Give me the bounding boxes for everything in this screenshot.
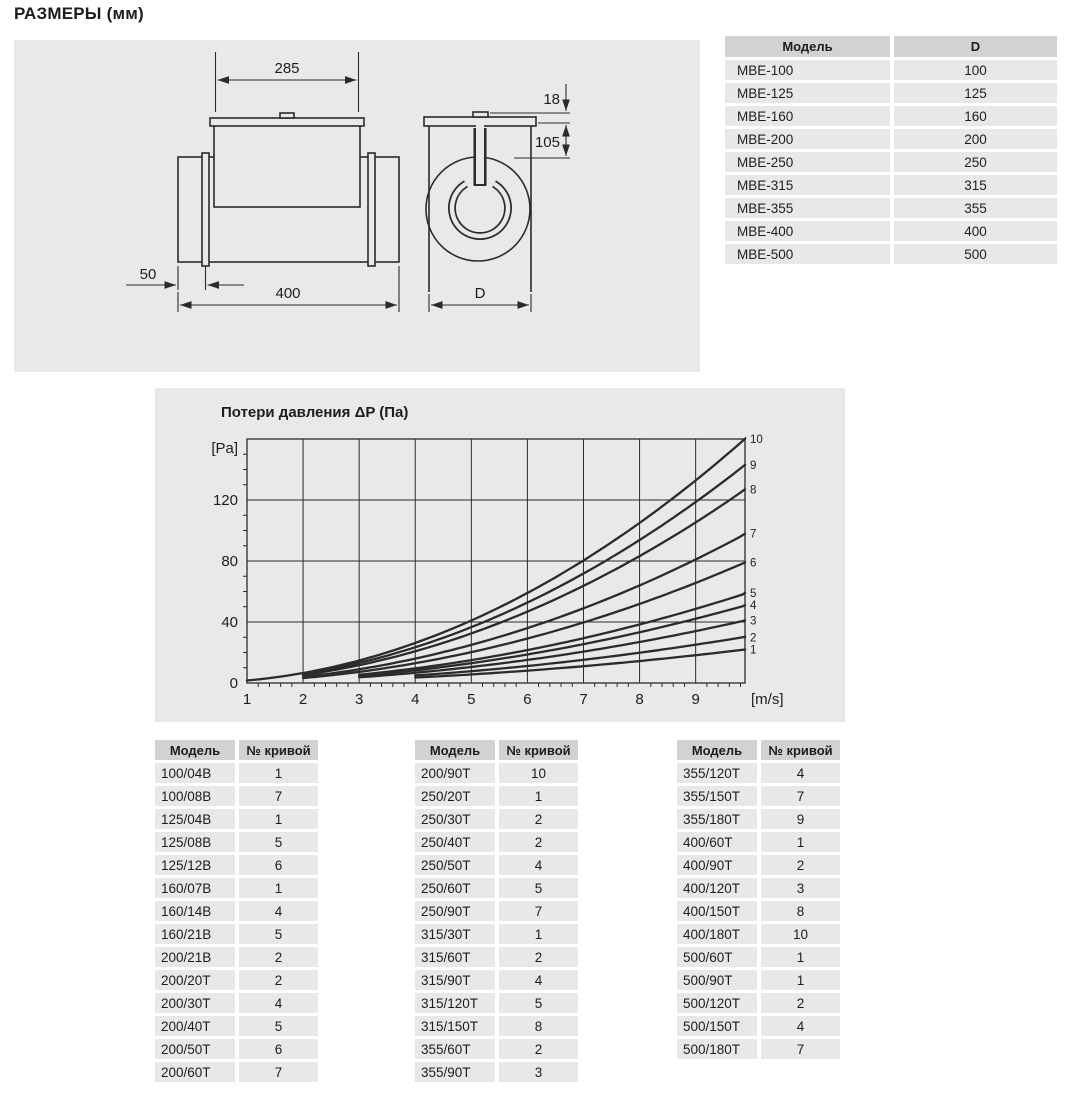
x-tick-label: 9	[691, 691, 700, 708]
column-header: № кривой	[239, 740, 318, 760]
model-cell: 200/60T	[155, 1062, 235, 1082]
value-cell: 3	[499, 1062, 578, 1082]
model-cell: 500/120T	[677, 993, 757, 1013]
model-cell: 500/90T	[677, 970, 757, 990]
value-cell: 250	[894, 152, 1057, 172]
pressure-curve-4	[359, 605, 745, 676]
model-cell: 355/180T	[677, 809, 757, 829]
dim-overhang: 50	[139, 266, 157, 283]
value-cell: 2	[499, 947, 578, 967]
value-cell: 125	[894, 83, 1057, 103]
curve-label-1: 1	[750, 644, 757, 657]
value-cell: 8	[761, 901, 840, 921]
value-cell: 7	[499, 901, 578, 921]
model-cell: 200/90T	[415, 763, 495, 783]
x-tick-label: 7	[579, 691, 588, 708]
value-cell: 5	[239, 1016, 318, 1036]
value-cell: 2	[761, 993, 840, 1013]
value-cell: 8	[499, 1016, 578, 1036]
x-tick-label: 8	[635, 691, 644, 708]
model-cell: 250/20T	[415, 786, 495, 806]
value-cell: 1	[239, 809, 318, 829]
curve-label-4: 4	[750, 600, 757, 613]
model-cell: 125/08B	[155, 832, 235, 852]
model-cell: МВЕ-250	[725, 152, 890, 172]
model-cell: 400/90T	[677, 855, 757, 875]
value-cell: 4	[761, 1016, 840, 1036]
dim-diameter: D	[474, 285, 486, 302]
model-cell: 355/120T	[677, 763, 757, 783]
value-cell: 1	[239, 878, 318, 898]
model-cell: 200/50T	[155, 1039, 235, 1059]
page-title: РАЗМЕРЫ (мм)	[14, 4, 144, 23]
model-cell: 315/120T	[415, 993, 495, 1013]
y-tick-label: 120	[212, 492, 238, 509]
model-cell: 250/50T	[415, 855, 495, 875]
model-cell: 355/150T	[677, 786, 757, 806]
value-cell: 2	[239, 947, 318, 967]
model-cell: 400/180T	[677, 924, 757, 944]
value-cell: 7	[761, 1039, 840, 1059]
value-cell: 100	[894, 60, 1057, 80]
value-cell: 1	[239, 763, 318, 783]
value-cell: 5	[239, 924, 318, 944]
value-cell: 2	[499, 809, 578, 829]
curve-label-9: 9	[750, 459, 757, 472]
value-cell: 10	[499, 763, 578, 783]
y-axis-unit-label: [Pa]	[211, 440, 238, 457]
model-cell: 315/150T	[415, 1016, 495, 1036]
value-cell: 4	[499, 855, 578, 875]
value-cell: 5	[499, 993, 578, 1013]
model-cell: 500/180T	[677, 1039, 757, 1059]
model-cell: 100/04B	[155, 763, 235, 783]
value-cell: 355	[894, 198, 1057, 218]
value-cell: 160	[894, 106, 1057, 126]
model-diameter-table	[725, 36, 1057, 264]
model-cell: МВЕ-160	[725, 106, 890, 126]
model-cell: 400/120T	[677, 878, 757, 898]
value-cell: 2	[761, 855, 840, 875]
model-cell: 160/07B	[155, 878, 235, 898]
curve-table-1	[155, 740, 318, 1082]
model-cell: 250/40T	[415, 832, 495, 852]
model-cell: 200/30T	[155, 993, 235, 1013]
value-cell: 6	[239, 1039, 318, 1059]
y-tick-label: 40	[221, 614, 238, 631]
value-cell: 315	[894, 175, 1057, 195]
x-tick-label: 5	[467, 691, 476, 708]
model-cell: МВЕ-125	[725, 83, 890, 103]
value-cell: 7	[761, 786, 840, 806]
value-cell: 7	[239, 786, 318, 806]
value-cell: 2	[239, 970, 318, 990]
model-cell: 100/08B	[155, 786, 235, 806]
dim-length: 400	[275, 285, 301, 302]
curve-label-6: 6	[750, 557, 757, 570]
value-cell: 4	[239, 901, 318, 921]
dimensions-drawing-panel	[14, 40, 700, 372]
column-header: Модель	[415, 740, 495, 760]
model-cell: 315/30T	[415, 924, 495, 944]
model-cell: МВЕ-200	[725, 129, 890, 149]
value-cell: 7	[239, 1062, 318, 1082]
model-cell: 315/90T	[415, 970, 495, 990]
value-cell: 2	[499, 832, 578, 852]
lid-nub	[280, 113, 294, 118]
model-cell: 355/90T	[415, 1062, 495, 1082]
pressure-loss-chart-panel	[155, 388, 845, 722]
chart-title: Потери давления ΔP (Па)	[221, 404, 409, 421]
end-view-nub	[473, 112, 488, 117]
model-cell: 500/150T	[677, 1016, 757, 1036]
y-tick-label: 80	[221, 553, 238, 570]
model-cell: 500/60T	[677, 947, 757, 967]
heating-element	[452, 124, 508, 236]
column-header: Модель	[155, 740, 235, 760]
model-cell: 160/14B	[155, 901, 235, 921]
model-cell: МВЕ-400	[725, 221, 890, 241]
model-cell: 400/60T	[677, 832, 757, 852]
box-lid	[210, 118, 364, 126]
value-cell: 200	[894, 129, 1057, 149]
curve-label-2: 2	[750, 632, 757, 645]
model-cell: 315/60T	[415, 947, 495, 967]
value-cell: 400	[894, 221, 1057, 241]
model-cell: 250/30T	[415, 809, 495, 829]
column-header: Модель	[725, 36, 890, 57]
pressure-curve-9	[303, 465, 745, 674]
x-axis-unit-label: [m/s]	[751, 691, 784, 708]
value-cell: 1	[761, 832, 840, 852]
model-cell: МВЕ-355	[725, 198, 890, 218]
value-cell: 2	[499, 1039, 578, 1059]
value-cell: 10	[761, 924, 840, 944]
model-cell: 250/60T	[415, 878, 495, 898]
curve-table-3	[677, 740, 840, 1059]
dim-top-width: 285	[274, 60, 300, 77]
column-header: № кривой	[761, 740, 840, 760]
x-tick-label: 3	[354, 691, 364, 708]
value-cell: 5	[239, 832, 318, 852]
connection-box	[214, 125, 360, 207]
value-cell: 1	[499, 924, 578, 944]
value-cell: 9	[761, 809, 840, 829]
flange-right	[368, 153, 375, 266]
value-cell: 1	[761, 970, 840, 990]
model-cell: 125/04B	[155, 809, 235, 829]
model-cell: 200/40T	[155, 1016, 235, 1036]
curve-table-2	[415, 740, 578, 1082]
model-cell: МВЕ-500	[725, 244, 890, 264]
curve-label-10: 10	[750, 434, 763, 446]
y-tick-label: 0	[229, 675, 238, 692]
column-header: Модель	[677, 740, 757, 760]
value-cell: 4	[499, 970, 578, 990]
model-cell: 200/20T	[155, 970, 235, 990]
value-cell: 3	[761, 878, 840, 898]
model-cell: 355/60T	[415, 1039, 495, 1059]
value-cell: 4	[761, 763, 840, 783]
model-cell: 125/12B	[155, 855, 235, 875]
value-cell: 500	[894, 244, 1057, 264]
value-cell: 5	[499, 878, 578, 898]
curve-label-8: 8	[750, 484, 757, 497]
value-cell: 1	[499, 786, 578, 806]
flange-left	[202, 153, 209, 266]
model-cell: 400/150T	[677, 901, 757, 921]
dim-box-height: 105	[534, 134, 560, 151]
pressure-loss-chart	[155, 388, 845, 722]
curve-label-5: 5	[750, 588, 757, 601]
x-tick-label: 4	[411, 691, 420, 708]
model-cell: МВЕ-315	[725, 175, 890, 195]
value-cell: 1	[761, 947, 840, 967]
pressure-curve-10	[247, 439, 745, 681]
curve-label-7: 7	[750, 528, 757, 541]
model-cell: МВЕ-100	[725, 60, 890, 80]
duct-heater-technical-drawing	[14, 40, 700, 372]
dim-lid-height: 18	[543, 91, 560, 108]
model-cell: 200/21B	[155, 947, 235, 967]
x-tick-label: 1	[242, 691, 252, 708]
x-tick-label: 6	[523, 691, 532, 708]
curve-label-3: 3	[750, 615, 757, 628]
model-cell: 160/21B	[155, 924, 235, 944]
side-view	[178, 113, 399, 266]
value-cell: 6	[239, 855, 318, 875]
value-cell: 4	[239, 993, 318, 1013]
column-header: № кривой	[499, 740, 578, 760]
column-header: D	[894, 36, 1057, 57]
x-tick-label: 2	[298, 691, 308, 708]
model-cell: 250/90T	[415, 901, 495, 921]
